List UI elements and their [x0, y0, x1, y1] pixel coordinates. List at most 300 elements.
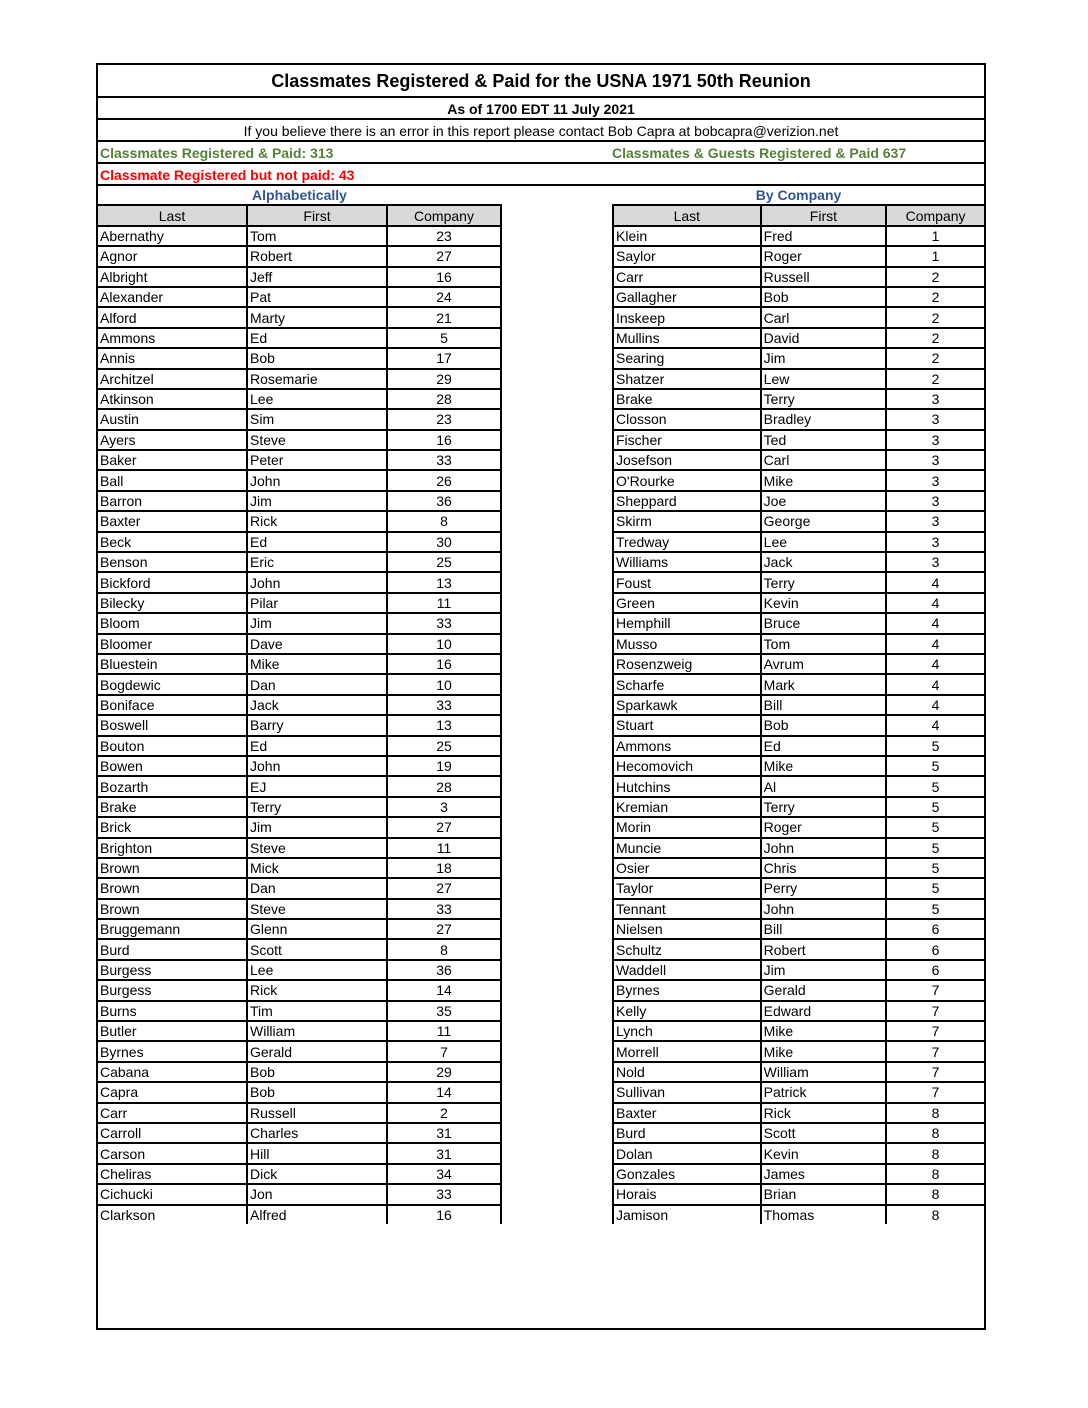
- table-row: [613, 613, 984, 633]
- table-row: [613, 634, 984, 654]
- company-cell: 8: [886, 1205, 984, 1224]
- first-name-cell: John: [247, 470, 387, 490]
- table-row: [98, 552, 501, 572]
- table-row: [613, 797, 984, 817]
- company-cell: 28: [387, 776, 501, 796]
- company-cell: 25: [387, 736, 501, 756]
- by-company-caption: By Company: [613, 186, 984, 205]
- company-cell: 27: [387, 919, 501, 939]
- last-name-cell: Morrell: [613, 1041, 761, 1061]
- table-row: [98, 695, 501, 715]
- first-name-cell: Jack: [247, 695, 387, 715]
- table-row: [613, 736, 984, 756]
- last-name-cell: Nielsen: [613, 919, 761, 939]
- first-name-cell: Perry: [761, 878, 887, 898]
- company-cell: 8: [387, 511, 501, 531]
- last-name-cell: Bogdewic: [98, 674, 247, 694]
- last-name-cell: Hutchins: [613, 776, 761, 796]
- first-name-cell: Jeff: [247, 267, 387, 287]
- table-row: [613, 287, 984, 307]
- table-row: [98, 674, 501, 694]
- company-cell: 36: [387, 491, 501, 511]
- company-cell: 2: [886, 267, 984, 287]
- first-name-cell: Ed: [247, 532, 387, 552]
- last-name-cell: Bickford: [98, 572, 247, 592]
- table-row: [613, 1184, 984, 1204]
- last-name-cell: Burgess: [98, 980, 247, 1000]
- company-cell: 5: [886, 899, 984, 919]
- table-row: [98, 1143, 501, 1163]
- company-cell: 21: [387, 307, 501, 327]
- last-name-cell: Beck: [98, 532, 247, 552]
- last-name-cell: Capra: [98, 1082, 247, 1102]
- table-row: [613, 369, 984, 389]
- last-name-cell: Bloom: [98, 613, 247, 633]
- first-name-cell: Bob: [247, 348, 387, 368]
- first-name-cell: Bill: [761, 919, 887, 939]
- company-cell: 3: [886, 389, 984, 409]
- company-cell: 3: [886, 450, 984, 470]
- table-row: [98, 470, 501, 490]
- first-name-cell: Chris: [761, 858, 887, 878]
- company-cell: 4: [886, 695, 984, 715]
- last-name-cell: Butler: [98, 1021, 247, 1041]
- company-cell: 23: [387, 226, 501, 246]
- table-row: [98, 1021, 501, 1041]
- table-row: [98, 878, 501, 898]
- company-cell: 19: [387, 756, 501, 776]
- last-name-cell: Bowen: [98, 756, 247, 776]
- first-name-cell: Rosemarie: [247, 369, 387, 389]
- last-name-cell: Sullivan: [613, 1082, 761, 1102]
- table-row: [613, 776, 984, 796]
- last-name-cell: Byrnes: [98, 1041, 247, 1061]
- first-name-cell: Tom: [761, 634, 887, 654]
- table-row: [98, 1082, 501, 1102]
- first-name-cell: Scott: [761, 1123, 887, 1143]
- table-row: [613, 389, 984, 409]
- table-row: [613, 1143, 984, 1163]
- table-row: [613, 1123, 984, 1143]
- company-cell: 5: [886, 776, 984, 796]
- table-row: [98, 369, 501, 389]
- company-cell: 34: [387, 1164, 501, 1184]
- alphabetical-caption: Alphabetically: [98, 186, 501, 205]
- first-name-cell: Mike: [761, 1041, 887, 1061]
- last-name-cell: Tredway: [613, 532, 761, 552]
- first-name-cell: Mike: [761, 756, 887, 776]
- last-name-cell: Closson: [613, 409, 761, 429]
- last-name-cell: Bilecky: [98, 593, 247, 613]
- table-row: [613, 226, 984, 246]
- first-name-cell: Jim: [247, 491, 387, 511]
- last-name-cell: Barron: [98, 491, 247, 511]
- table-row: [98, 450, 501, 470]
- table-row: [98, 511, 501, 531]
- company-cell: 35: [387, 1001, 501, 1021]
- table-row: [98, 715, 501, 735]
- last-name-cell: Carr: [613, 267, 761, 287]
- table-row: [613, 715, 984, 735]
- table-row: [613, 817, 984, 837]
- last-name-cell: Brighton: [98, 838, 247, 858]
- company-cell: 4: [886, 674, 984, 694]
- last-name-cell: Burgess: [98, 960, 247, 980]
- first-name-cell: Robert: [247, 246, 387, 266]
- first-name-cell: Steve: [247, 899, 387, 919]
- table-row: [613, 919, 984, 939]
- col-first: First: [761, 205, 887, 225]
- last-name-cell: Kelly: [613, 1001, 761, 1021]
- company-cell: 16: [387, 654, 501, 674]
- last-name-cell: Alexander: [98, 287, 247, 307]
- as-of-date: As of 1700 EDT 11 July 2021: [98, 98, 984, 120]
- company-cell: 3: [886, 532, 984, 552]
- company-cell: 26: [387, 470, 501, 490]
- first-name-cell: Dan: [247, 878, 387, 898]
- company-cell: 33: [387, 1184, 501, 1204]
- company-cell: 18: [387, 858, 501, 878]
- table-row: [98, 1041, 501, 1061]
- company-cell: 2: [886, 369, 984, 389]
- last-name-cell: Byrnes: [613, 980, 761, 1000]
- company-cell: 11: [387, 1021, 501, 1041]
- first-name-cell: Robert: [761, 939, 887, 959]
- last-name-cell: Jamison: [613, 1205, 761, 1224]
- last-name-cell: Brown: [98, 858, 247, 878]
- last-name-cell: Horais: [613, 1184, 761, 1204]
- table-row: [613, 1041, 984, 1061]
- contact-note: If you believe there is an error in this report please contact Bob Capra at bobcapra@verizion.net: [98, 120, 984, 142]
- first-name-cell: Steve: [247, 838, 387, 858]
- first-name-cell: Lee: [761, 532, 887, 552]
- last-name-cell: Inskeep: [613, 307, 761, 327]
- company-cell: 25: [387, 552, 501, 572]
- table-row: [98, 634, 501, 654]
- table-row: [98, 593, 501, 613]
- company-cell: 31: [387, 1143, 501, 1163]
- table-row: [613, 654, 984, 674]
- report-title: Classmates Registered & Paid for the USNA 1971 50th Reunion: [98, 65, 984, 98]
- last-name-cell: Burd: [98, 939, 247, 959]
- company-cell: 8: [886, 1123, 984, 1143]
- last-name-cell: Hemphill: [613, 613, 761, 633]
- table-row: [98, 817, 501, 837]
- last-name-cell: Burd: [613, 1123, 761, 1143]
- first-name-cell: William: [247, 1021, 387, 1041]
- company-cell: 7: [886, 1021, 984, 1041]
- col-first: First: [247, 205, 387, 225]
- last-name-cell: Boniface: [98, 695, 247, 715]
- last-name-cell: Cheliras: [98, 1164, 247, 1184]
- company-cell: 31: [387, 1123, 501, 1143]
- table-row: [98, 776, 501, 796]
- company-cell: 3: [886, 552, 984, 572]
- first-name-cell: Tim: [247, 1001, 387, 1021]
- company-cell: 14: [387, 1082, 501, 1102]
- first-name-cell: Alfred: [247, 1205, 387, 1224]
- first-name-cell: EJ: [247, 776, 387, 796]
- first-name-cell: Pilar: [247, 593, 387, 613]
- company-cell: 2: [886, 307, 984, 327]
- table-row: [98, 797, 501, 817]
- table-row: [98, 328, 501, 348]
- last-name-cell: Gonzales: [613, 1164, 761, 1184]
- table-row: [98, 919, 501, 939]
- last-name-cell: Sparkawk: [613, 695, 761, 715]
- company-cell: 8: [886, 1164, 984, 1184]
- company-cell: 33: [387, 450, 501, 470]
- last-name-cell: Brown: [98, 899, 247, 919]
- company-cell: 27: [387, 878, 501, 898]
- first-name-cell: Eric: [247, 552, 387, 572]
- first-name-cell: Brian: [761, 1184, 887, 1204]
- first-name-cell: Peter: [247, 450, 387, 470]
- last-name-cell: Ammons: [613, 736, 761, 756]
- first-name-cell: Ed: [247, 328, 387, 348]
- table-row: [98, 389, 501, 409]
- last-name-cell: Stuart: [613, 715, 761, 735]
- company-cell: 33: [387, 613, 501, 633]
- company-cell: 5: [886, 756, 984, 776]
- table-row: [98, 980, 501, 1000]
- last-name-cell: Carroll: [98, 1123, 247, 1143]
- table-row: [613, 1205, 984, 1224]
- last-name-cell: Morin: [613, 817, 761, 837]
- table-row: [613, 430, 984, 450]
- col-company: Company: [387, 205, 501, 225]
- last-name-cell: Musso: [613, 634, 761, 654]
- last-name-cell: Architzel: [98, 369, 247, 389]
- company-cell: 16: [387, 430, 501, 450]
- company-cell: 3: [387, 797, 501, 817]
- table-row: [613, 450, 984, 470]
- company-cell: 28: [387, 389, 501, 409]
- company-cell: 7: [387, 1041, 501, 1061]
- table-row: [613, 532, 984, 552]
- first-name-cell: Patrick: [761, 1082, 887, 1102]
- first-name-cell: Bill: [761, 695, 887, 715]
- last-name-cell: Green: [613, 593, 761, 613]
- first-name-cell: Roger: [761, 817, 887, 837]
- company-cell: 14: [387, 980, 501, 1000]
- company-cell: 4: [886, 593, 984, 613]
- last-name-cell: Shatzer: [613, 369, 761, 389]
- company-cell: 13: [387, 715, 501, 735]
- last-name-cell: Cabana: [98, 1062, 247, 1082]
- first-name-cell: David: [761, 328, 887, 348]
- first-name-cell: Russell: [247, 1103, 387, 1123]
- first-name-cell: Gerald: [761, 980, 887, 1000]
- table-row: [613, 552, 984, 572]
- last-name-cell: Rosenzweig: [613, 654, 761, 674]
- first-name-cell: Charles: [247, 1123, 387, 1143]
- first-name-cell: Rick: [761, 1103, 887, 1123]
- last-name-cell: Schultz: [613, 939, 761, 959]
- first-name-cell: Terry: [761, 797, 887, 817]
- last-name-cell: Baxter: [98, 511, 247, 531]
- last-name-cell: Muncie: [613, 838, 761, 858]
- table-row: [613, 328, 984, 348]
- company-cell: 11: [387, 838, 501, 858]
- by-company-table: [612, 186, 984, 1224]
- company-cell: 10: [387, 634, 501, 654]
- company-cell: 3: [886, 491, 984, 511]
- first-name-cell: Jim: [761, 960, 887, 980]
- first-name-cell: Ed: [761, 736, 887, 756]
- registered-paid-count: Classmates Registered & Paid: 313: [100, 145, 334, 161]
- company-cell: 7: [886, 1062, 984, 1082]
- company-cell: 8: [886, 1143, 984, 1163]
- first-name-cell: Bruce: [761, 613, 887, 633]
- first-name-cell: Carl: [761, 307, 887, 327]
- first-name-cell: Dan: [247, 674, 387, 694]
- company-cell: 23: [387, 409, 501, 429]
- first-name-cell: Roger: [761, 246, 887, 266]
- first-name-cell: Jack: [761, 552, 887, 572]
- first-name-cell: Tom: [247, 226, 387, 246]
- first-name-cell: Barry: [247, 715, 387, 735]
- company-cell: 7: [886, 1082, 984, 1102]
- first-name-cell: Lee: [247, 389, 387, 409]
- table-row: [613, 838, 984, 858]
- table-row: [98, 654, 501, 674]
- first-name-cell: James: [761, 1164, 887, 1184]
- first-name-cell: Pat: [247, 287, 387, 307]
- company-cell: 5: [387, 328, 501, 348]
- company-cell: 2: [886, 328, 984, 348]
- table-row: [98, 246, 501, 266]
- company-cell: 6: [886, 960, 984, 980]
- first-name-cell: Terry: [761, 389, 887, 409]
- company-cell: 8: [387, 939, 501, 959]
- table-row: [98, 491, 501, 511]
- table-row: [98, 736, 501, 756]
- table-row: [613, 960, 984, 980]
- last-name-cell: Austin: [98, 409, 247, 429]
- last-name-cell: Carr: [98, 1103, 247, 1123]
- last-name-cell: Dolan: [613, 1143, 761, 1163]
- first-name-cell: Jon: [247, 1184, 387, 1204]
- last-name-cell: Brake: [98, 797, 247, 817]
- last-name-cell: Foust: [613, 572, 761, 592]
- last-name-cell: Bozarth: [98, 776, 247, 796]
- first-name-cell: Marty: [247, 307, 387, 327]
- first-name-cell: Ed: [247, 736, 387, 756]
- table-row: [613, 307, 984, 327]
- table-row: [98, 572, 501, 592]
- last-name-cell: Cichucki: [98, 1184, 247, 1204]
- company-cell: 17: [387, 348, 501, 368]
- company-cell: 3: [886, 470, 984, 490]
- first-name-cell: Russell: [761, 267, 887, 287]
- table-row: [613, 695, 984, 715]
- last-name-cell: Brake: [613, 389, 761, 409]
- first-name-cell: Terry: [761, 572, 887, 592]
- company-cell: 3: [886, 511, 984, 531]
- col-last: Last: [613, 205, 761, 225]
- first-name-cell: Joe: [761, 491, 887, 511]
- table-row: [98, 1205, 501, 1224]
- company-cell: 5: [886, 797, 984, 817]
- first-name-cell: Jim: [247, 613, 387, 633]
- first-name-cell: William: [761, 1062, 887, 1082]
- last-name-cell: Nold: [613, 1062, 761, 1082]
- first-name-cell: John: [247, 572, 387, 592]
- company-cell: 8: [886, 1184, 984, 1204]
- last-name-cell: Saylor: [613, 246, 761, 266]
- tables-area: [98, 186, 984, 1328]
- table-row: [98, 1164, 501, 1184]
- last-name-cell: Searing: [613, 348, 761, 368]
- company-cell: 27: [387, 817, 501, 837]
- first-name-cell: Hill: [247, 1143, 387, 1163]
- company-cell: 13: [387, 572, 501, 592]
- last-name-cell: Kremian: [613, 797, 761, 817]
- company-cell: 4: [886, 634, 984, 654]
- first-name-cell: Terry: [247, 797, 387, 817]
- company-cell: 33: [387, 695, 501, 715]
- table-row: [613, 246, 984, 266]
- company-cell: 5: [886, 838, 984, 858]
- company-cell: 33: [387, 899, 501, 919]
- last-name-cell: Bruggemann: [98, 919, 247, 939]
- first-name-cell: Rick: [247, 980, 387, 1000]
- table-row: [98, 267, 501, 287]
- company-cell: 11: [387, 593, 501, 613]
- first-name-cell: Bob: [761, 715, 887, 735]
- not-paid-count: Classmate Registered but not paid: 43: [98, 164, 984, 186]
- table-row: [98, 756, 501, 776]
- report-sheet: [96, 63, 986, 1330]
- last-name-cell: Sheppard: [613, 491, 761, 511]
- first-name-cell: Mark: [761, 674, 887, 694]
- first-name-cell: John: [761, 899, 887, 919]
- first-name-cell: John: [761, 838, 887, 858]
- alphabetical-table: [98, 186, 502, 1224]
- table-row: [613, 572, 984, 592]
- col-last: Last: [98, 205, 247, 225]
- first-name-cell: Avrum: [761, 654, 887, 674]
- table-row: [613, 674, 984, 694]
- last-name-cell: Bouton: [98, 736, 247, 756]
- first-name-cell: Lee: [247, 960, 387, 980]
- table-row: [613, 756, 984, 776]
- first-name-cell: Mike: [247, 654, 387, 674]
- table-row: [613, 1062, 984, 1082]
- last-name-cell: Scharfe: [613, 674, 761, 694]
- company-cell: 29: [387, 1062, 501, 1082]
- table-row: [98, 960, 501, 980]
- table-row: [613, 878, 984, 898]
- table-row: [613, 593, 984, 613]
- company-cell: 29: [387, 369, 501, 389]
- first-name-cell: John: [247, 756, 387, 776]
- last-name-cell: Josefson: [613, 450, 761, 470]
- table-row: [98, 1123, 501, 1143]
- first-name-cell: Mick: [247, 858, 387, 878]
- first-name-cell: George: [761, 511, 887, 531]
- table-row: [98, 1103, 501, 1123]
- table-row: [98, 348, 501, 368]
- table-row: [613, 470, 984, 490]
- table-row: [613, 899, 984, 919]
- last-name-cell: Gallagher: [613, 287, 761, 307]
- guests-paid-count: Classmates & Guests Registered & Paid 637: [612, 145, 907, 161]
- company-cell: 5: [886, 736, 984, 756]
- last-name-cell: Klein: [613, 226, 761, 246]
- company-cell: 2: [886, 287, 984, 307]
